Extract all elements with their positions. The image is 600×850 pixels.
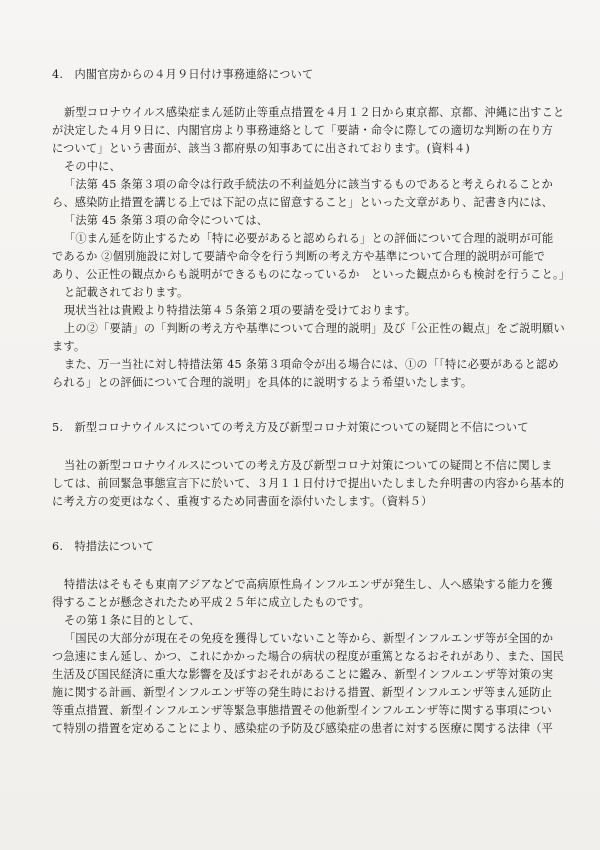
text-line: について」という書面が、該当３都府県の知事あてに出されております。(資料４) (52, 142, 470, 155)
section-heading: 4. 内閣官房からの４月９日付け事務連絡について (52, 68, 314, 81)
text-line: 当社の新型コロナウイルスについての考え方及び新型コロナ対策についての疑問と不信に関しま (64, 459, 553, 472)
text-line: 施に関する計画、新型インフルエンザ等の発生時における措置、新型インフルエンザ等まん延防止 (52, 686, 553, 699)
text-line: て特別の措置を定めることにより、感染症の予防及び感染症の患者に対する医療に関する法律（平 (52, 722, 554, 735)
text-line: また、万一当社に対し特措法第 45 条第３項命令が出る場合には、①の「「特に必要があると認め (64, 358, 559, 371)
text-line: 特措法はそもそも東南アジアなどで高病原性鳥インフルエンザが発生し、人へ感染する能力を獲 (64, 578, 553, 591)
text-line: であるか ②個別施設に対して要請や命令を行う判断の考え方や基準について合理的説明が可能で (52, 250, 546, 263)
text-line: ら、感染防止措置を講じる上では下記の点に留意すること」といった文章があり、記書き内には、 (52, 196, 554, 209)
text-line: に考え方の変更はなく、重複するため同書面を添付いたします。（資料５） (52, 495, 433, 508)
section-heading: 5. 新型コロナウイルスについての考え方及び新型コロナ対策についての疑問と不信について (52, 421, 529, 434)
text-line: 新型コロナウイルス感染症まん延防止等重点措置を４月１２日から東京都、京都、沖縄に出すこと (64, 106, 565, 119)
text-line: あり、公正性の観点からも説明ができるものになっているか といった観点からも検討を行うこと。」 (52, 268, 571, 281)
section-body (52, 576, 564, 738)
section-6 (52, 538, 564, 738)
section-body (52, 104, 571, 392)
section-5 (52, 419, 565, 511)
text-line: 生活及び国民経済に重大な影響を及ぼすおそれがあることに鑑み、新型インフルエンザ等対策の実 (52, 668, 554, 681)
text-line: 上の②「要請」の「判断の考え方や基準について合理的説明」及び「公正性の観点」をご説明願い (64, 322, 565, 335)
text-line: その中に、 (64, 160, 121, 173)
text-line: られる」との評価について合理的説明」を具体的に説明するよう希望いたします。 (52, 376, 473, 389)
section-4 (52, 66, 571, 392)
text-line: 現状当社は貴殿より特措法第４５条第２項の要請を受けております。 (64, 304, 417, 317)
text-line: しては、前回緊急事態宣言下に於いて、３月１１日付けで提出いたしました弁明書の内容から基本的 (52, 477, 565, 490)
text-line: 得することが懸念されたため平成２５年に成立したものです。 (52, 596, 370, 609)
text-line: 等重点措置、新型インフルエンザ等緊急事態措置その他新型インフルエンザ等に関する事項につい (52, 704, 552, 717)
text-line: 「国民の大部分が現在その免疫を獲得していないこと等から、新型インフルエンザ等が全国的か (64, 632, 554, 645)
text-line: つ急速にまん延し、かつ、これにかかった場合の病状の程度が重篤となるおそれがあり、また、国民 (52, 650, 564, 663)
text-line: が決定した４月９日に、内閣官房より事務連絡として「要請・命令に際しての適切な判断の在り方 (52, 124, 554, 137)
text-line: ます。 (52, 340, 86, 353)
text-line: と記載されております。 (64, 286, 189, 299)
section-heading: 6. 特措法について (52, 540, 154, 553)
text-line: 「①まん延を防止するため「特に必要があると認められる」との評価について合理的説明が可能 (64, 232, 554, 245)
text-line: 「法第 45 条第３項の命令については、 (64, 214, 269, 227)
text-line: 「法第 45 条第３項の命令は行政手続法の不利益処分に該当するものであると考えられることか (64, 178, 554, 191)
text-line: その第１条に目的として、 (64, 614, 201, 627)
section-body (52, 457, 565, 511)
